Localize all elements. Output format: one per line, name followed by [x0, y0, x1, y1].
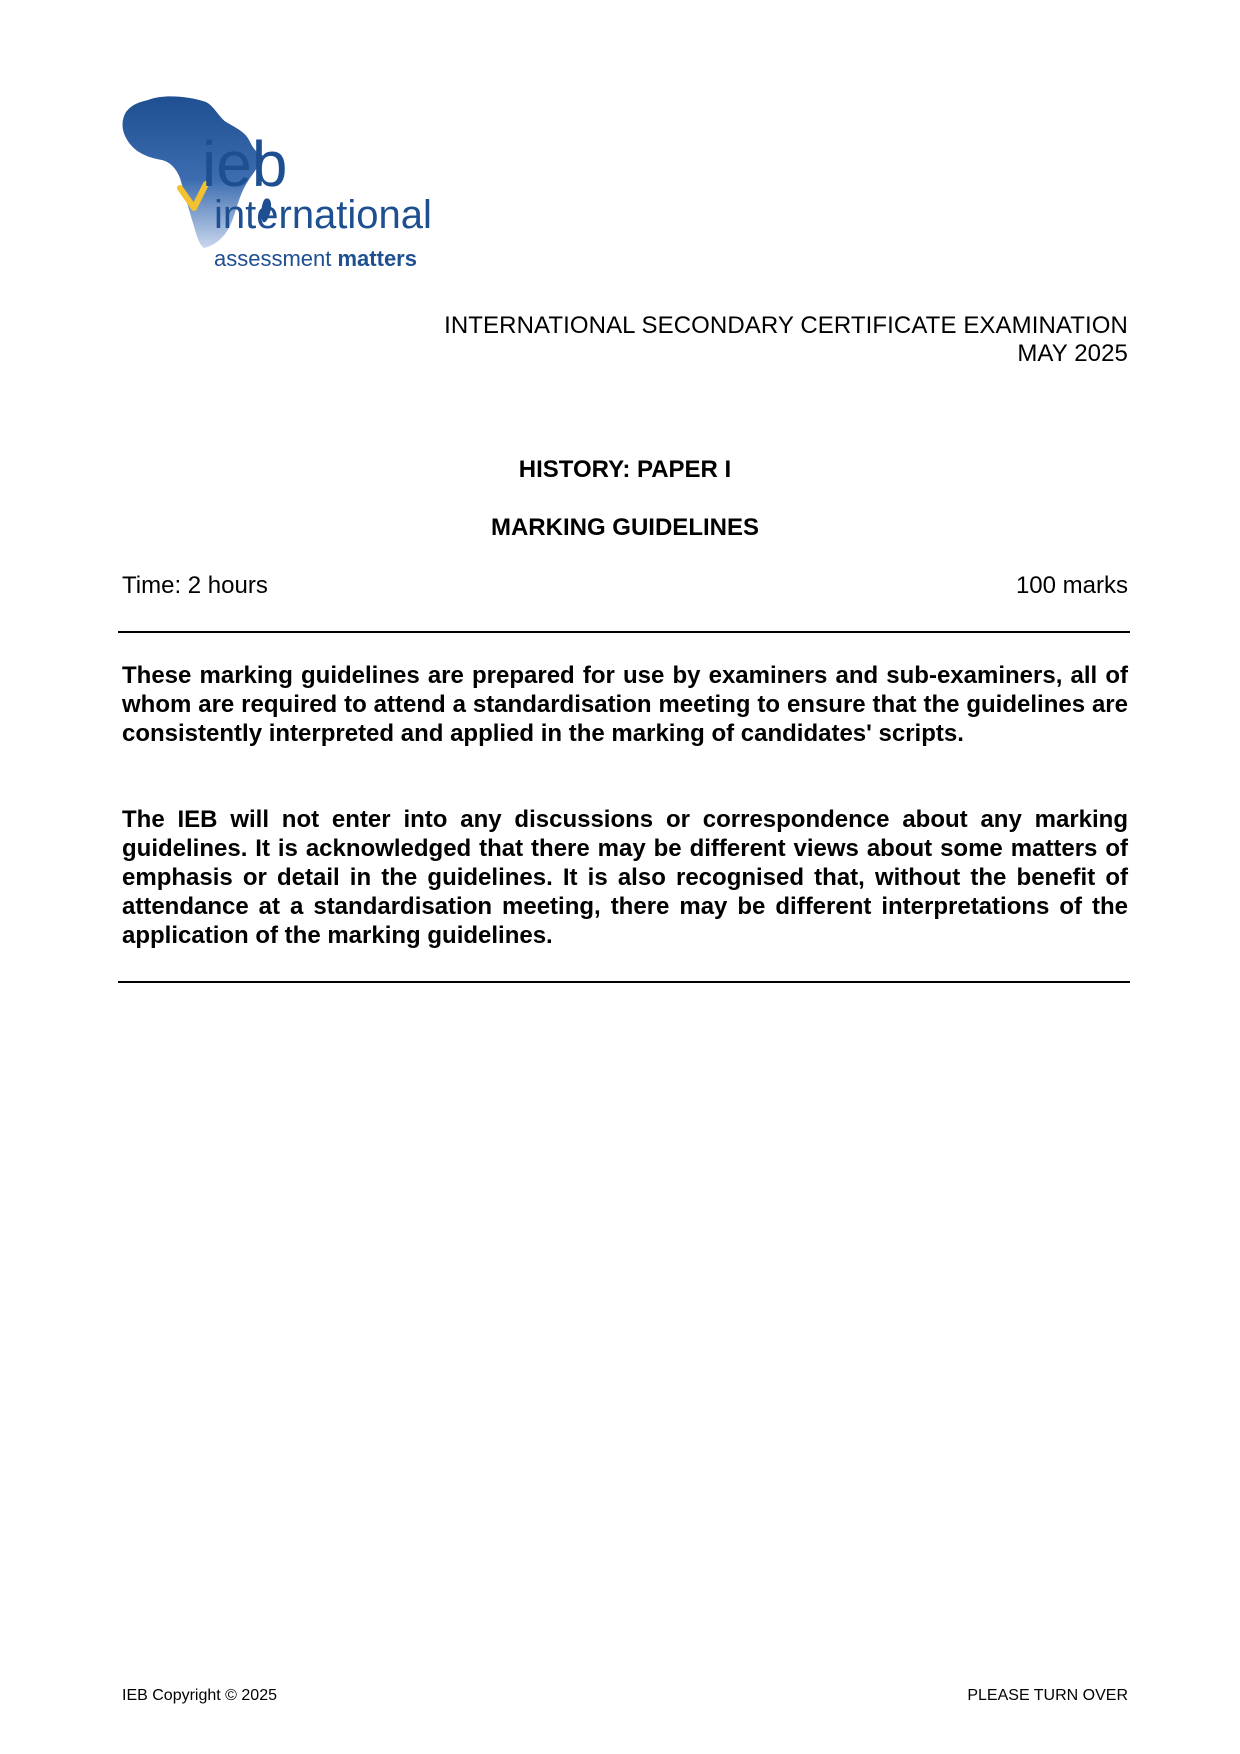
- logo-mark-text: ieb: [202, 128, 288, 200]
- time-allowed: Time: 2 hours: [122, 572, 268, 599]
- document-type-title: MARKING GUIDELINES: [490, 514, 759, 541]
- copyright-notice: IEB Copyright © 2025: [122, 1687, 277, 1704]
- disclaimer-paragraph-1: These marking guidelines are prepared for use by examiners and sub-examiners, all of whom are required to attend a standardisation meeting to ensure that the guidelines are consistently interpreted and applied in the marking of candidates' scripts.: [122, 662, 1128, 747]
- top-divider: [118, 631, 1130, 633]
- total-marks: 100 marks: [1015, 572, 1128, 599]
- time-marks-row: [122, 572, 1128, 600]
- ieb-logo-graphic: [118, 92, 478, 282]
- bottom-divider: [118, 981, 1130, 983]
- logo-tagline: [214, 246, 417, 271]
- logo-word-text: international: [214, 193, 432, 237]
- exam-heading: [360, 312, 1128, 368]
- logo-tagline-bold: matters: [337, 246, 417, 271]
- disclaimer-paragraph-2: The IEB will not enter into any discussions or correspondence about any marking guidelines. It is acknowledged that there may be different views about some matters of emphasis or detail in the guidelines. It is also recognised that, without the benefit of attendance at a standardisation meeting, there may be different interpretations of the application of the marking guidelines.: [122, 806, 1128, 949]
- turn-over-notice: PLEASE TURN OVER: [967, 1687, 1128, 1704]
- page-footer: [122, 1686, 1128, 1706]
- exam-name: INTERNATIONAL SECONDARY CERTIFICATE EXAMINATION: [444, 312, 1128, 339]
- paper-title: HISTORY: PAPER I: [518, 456, 732, 483]
- logo-tagline-start: assessment: [214, 246, 338, 271]
- ieb-international-logo: [118, 92, 478, 282]
- exam-session: MAY 2025: [1017, 340, 1128, 367]
